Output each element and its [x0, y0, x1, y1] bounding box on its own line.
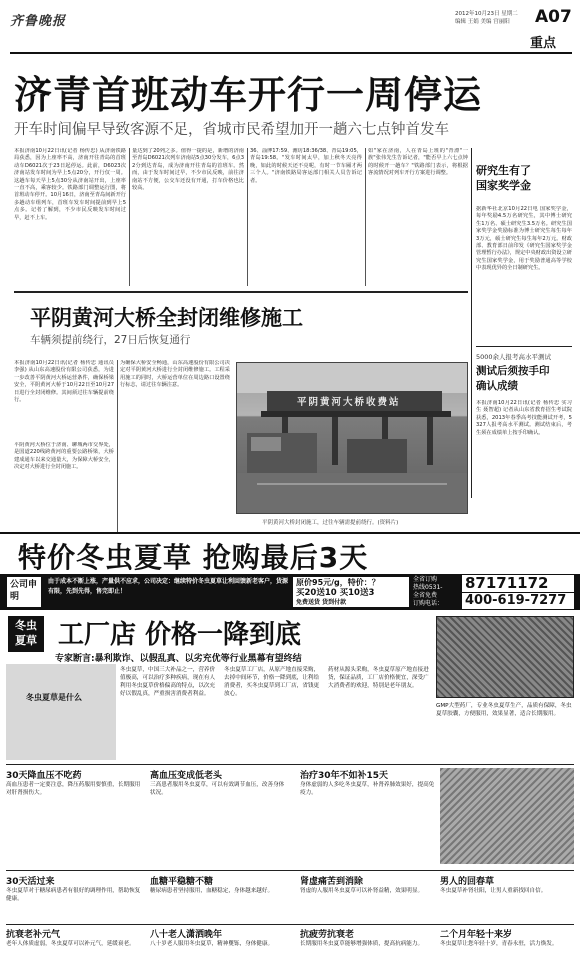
hotline-labels [413, 576, 463, 608]
sidebar-story2-headline-line1: 测试后须按手印 [476, 365, 550, 377]
company-statement-label: 公司申明 [10, 580, 38, 602]
ad-mid-section-3 [300, 768, 436, 868]
date-line: 2012年10月23日 星期二 [455, 11, 518, 17]
ad-bottom-left-box [6, 664, 116, 760]
ad-bottom-badge-text: 冬虫夏草 [15, 619, 37, 647]
ad-top-statement-text: 由于成本不断上涨，产量供不应求，公司决定：继续特价冬虫夏草让利回馈新老客户，货源有限，先到先得，售完即止！ [48, 578, 288, 595]
toll-station-sign: 平阴黄河大桥收费站 [297, 397, 401, 408]
ad-bottom-rule [6, 924, 574, 925]
sidebar-story2-headline [476, 364, 572, 394]
toll-station-photo [236, 362, 468, 514]
story-separator [14, 291, 468, 293]
ad-bottom-section-body: 长期服用冬虫夏草能够增强体质，提高抗病能力。 [300, 941, 424, 947]
hotline-phone-1: 87171172 [462, 575, 574, 592]
ad-top-headline: 特价冬虫夏草 抢购最后3天 [18, 541, 369, 574]
second-story-col1: 本报济南10月22日讯(记者 杨传忠 通讯员 李强) 从山东高速股份有限公司获悉，为进一步改善平阴黄河大桥运营条件，确保桥梁安全，平阴黄河大桥于10月22日至10月27日进行全封闭维修。其间须过往车辆提前绕行。 [14, 360, 114, 404]
ad-mid-section-title: 高血压变成低老头 [150, 771, 223, 781]
ad-bottom-section-body: 冬虫夏草让您年轻十岁，青春永驻，活力焕发。 [440, 941, 558, 947]
ad-bottom-section-2 [150, 927, 288, 973]
ad-mid-section-4 [6, 874, 144, 922]
masthead-rule [10, 52, 572, 54]
ad-bottom-col1: 冬虫夏草，中国三大补品之一，营养价值极高，可以治疗多种疾病，现在有人利用冬虫夏草价格偏高的特点，以次充好以假乱真，严重损害消费者利益。 [120, 667, 216, 697]
company-statement-stamp [6, 576, 42, 608]
editor-line: 编辑 王娟 美编 宫丽阳 [455, 19, 510, 25]
ad-bottom-section-1 [6, 927, 144, 973]
ad-mid-section-title: 30天活过来 [6, 877, 55, 887]
ad-top-offer-price: 原价95元/g，特价：？ [296, 578, 380, 587]
ad-bottom [0, 612, 580, 975]
sidebar-story2-kicker: 5000余人报考高水平测试 [476, 353, 552, 361]
ad-mid-section-5 [150, 874, 288, 922]
sidebar-story1-headline-line2: 国家奖学金 [476, 179, 531, 192]
ad-mid-section-body: 冬虫夏草补肾壮阳，让男人重新找回自信。 [440, 888, 547, 894]
ad-mid-section-7 [440, 874, 574, 922]
lead-story-col2: 量达到了20列之多。值得一提的是，新增的济南至青岛D6021次列车济南站5点30分发车，6点32分到达青岛，成为济南开往青岛的首班车。然而，由于发车时间过早，不少市民反映，前往济南站不方便，公交车还没有开通，打车价格也比较高。 [132, 148, 244, 192]
ad-top-offer-delivery: 免费送货 货到付款 [296, 599, 347, 606]
ad-mid-section-title: 30天降血压不吃药 [6, 771, 82, 781]
second-story-col3: 为确保大桥安全畅通，山东高速股份有限公司决定对平阴黄河大桥进行全封闭维修施工。工程采用施工的同时，大桥运营单位在周边路口设置绕行标志，请过往车辆注意。 [120, 360, 230, 389]
column-divider [365, 148, 366, 286]
column-divider [117, 360, 118, 532]
ad-mid-section-title: 肾虚痛苦到消除 [300, 877, 364, 887]
ad-mid-section-title: 血糖平稳糖不糖 [150, 877, 214, 887]
lead-subhead: 开车时间偏早导致客源不足，省城市民希望加开一趟六七点钟首发车 [14, 122, 449, 138]
ad-mid-section-body: 冬虫夏草对于糖尿病患者有很好的调理作用，帮助恢复健康。 [6, 888, 141, 902]
column-divider [129, 148, 130, 286]
ad-mid-section-body: 三高患者服用冬虫夏草，可以有效调节血压，改善身体状况。 [150, 782, 285, 796]
ad-mid-section-2 [150, 768, 288, 868]
ad-mid-section-body: 糖尿病患者坚持服用，血糖稳定，身体越来越好。 [150, 888, 274, 894]
paper-name: 齐鲁晚报 [10, 14, 67, 29]
ad-bottom-section-title: 抗衰老补元气 [6, 930, 61, 940]
second-story-subhead: 车辆须提前绕行，27日后恢复通行 [30, 334, 191, 346]
ad-top-offer-deal: 买20送10 买10送3 [296, 588, 375, 598]
ad-bottom-left-hint: 冬虫夏草是什么 [26, 693, 82, 702]
ad-mid-photo [440, 768, 574, 864]
lead-story-col3: 36、淄博17:59、潍坊18:36/38、青岛19:05，青岛19:58。"发车时间太早，加上秋冬天亮得晚，如此的时候天还不亮呢，有时一节车厢才两三个人。"济南铁路局客运部门相关人员告诉记者。 [250, 148, 362, 184]
ad-bottom-col4: GMP大型药厂，专业冬虫夏草生产，品质有保障，冬虫夏草胶囊，方便服用，效果显著，适合长期服用。 [436, 703, 572, 717]
ad-bottom-headline: 工厂店 价格一降到底 [58, 620, 302, 650]
sidebar-story2-body: 本报济南10月22日讯(记者 杨传忠 实习生 聂智超) 记者从山东省教育招生考试院获悉，2013年春季高考技能测试开考，5327人报考高水平测试。测试结束后，考生须在成绩单上按手印确认。 [476, 400, 572, 436]
ad-mid-section-body: 高血压患者一定要注意，降压药服用要慎重，长期服用对肝肾损伤大。 [6, 782, 141, 796]
ad-bottom-rule [6, 764, 574, 765]
hotline-phone-2: 400-619-7277 [462, 593, 574, 609]
hotline-label-3: 全省免费 [413, 592, 438, 599]
toll-station-illustration [237, 363, 468, 514]
ad-bottom-col2: 冬虫夏草工厂店，从原产地直接采购，去掉中间环节，价格一降到底，让利给消费者，买冬虫夏草到工厂店，省钱更放心。 [224, 667, 320, 697]
ad-mid-section-body: 身体虚弱的人多吃冬虫夏草，补肾养肺效果好，提高免疫力。 [300, 782, 435, 796]
ad-bottom-section-title: 抗疲劳抗衰老 [300, 930, 355, 940]
sidebar-story1-headline [476, 163, 572, 193]
lead-story-col1: 本报济南10月22日讯(记者 杨传忠) 从济南铁路局获悉，因为上座率不高，济南开往青岛的首班动车D6021次于23日起停运。此前，D6023次济南站发车时间为早上5点20分，开行仅一周。这趟车每天早上5点30分从济南站开出，上座率一直不高，乘客较少。铁路部门调整运行图，将首班动车停开。10月16日，济南至青岛间新开行多趟动车组列车，首班车发车时间提前到早上5点多。记者了解到，不少市民反映发车时间过早，赶不上车。 [14, 148, 126, 221]
hotline-label-2: 热线0531- [413, 584, 443, 591]
hotline-label-4: 订购电话： [413, 600, 444, 607]
ad-bottom-section-4 [440, 927, 574, 973]
ad-mid-section-title: 治疗30年不如补15天 [300, 771, 389, 781]
ad-bottom-section-title: 二个月年轻十来岁 [440, 930, 513, 940]
ad-bottom-badge [8, 616, 44, 652]
lead-story-col4: 如"家在济南，人在青岛上班的"青漂"一族"张伟先生告诉记者，"能否早上六七点钟的时候开一趟车？"铁路部门表示，将根据客流情况对列车开行方案进行调整。 [368, 148, 468, 177]
sidebar-divider [471, 148, 472, 498]
hotline-label-1: 全省订购 [413, 576, 438, 583]
sidebar-story1-body: 据新华社北京10月22日电 国家奖学金，每年奖励4.5万名研究生，其中博士研究生1万名、硕士研究生3.5万名。研究生国家奖学金奖励标准为博士研究生每生每年3万元，硕士研究生每生每年2万元。财政部、教育部日前印发《研究生国家奖学金管理暂行办法》，规定中央财政出资设立研究生国家奖学金，用于奖励普通高等学校中表现优异的全日制研究生。 [476, 206, 572, 272]
ad-bottom-section-title: 八十老人潇洒晚年 [150, 930, 223, 940]
photo-caption: 平阴黄河大桥封闭施工，过往车辆需提前绕行。(资料片) [262, 520, 399, 526]
ad-bottom-section-body: 八十岁老人服用冬虫夏草，精神矍铄，身体健康。 [150, 941, 274, 947]
ad-bottom-col3: 药材从源头采购，冬虫夏草原产地直接进货，保证品质，工厂店价格便宜，深受广大消费者的欢迎，特别是老年朋友。 [328, 667, 429, 689]
ad-bottom-section-body: 老年人体质虚弱，冬虫夏草可以补元气，延缓衰老。 [6, 941, 135, 947]
column-divider [247, 148, 248, 286]
ad-top-banner [0, 534, 580, 574]
masthead [0, 0, 580, 56]
ad-mid-section-title: 男人的回春草 [440, 877, 495, 887]
ad-mid-section-6 [300, 874, 436, 922]
ad-bottom-section-3 [300, 927, 436, 973]
ad-mid-section-body: 肾虚的人服用冬虫夏草可以补肾益精，效果明显。 [300, 888, 424, 894]
sidebar-story1-headline-line1: 研究生有了 [476, 164, 531, 177]
sidebar-story2-headline-line2: 确认成绩 [476, 380, 518, 392]
product-photo [436, 616, 574, 698]
second-story-headline: 平阴黄河大桥全封闭维修施工 [30, 306, 303, 330]
ad-top-offer-box [292, 576, 410, 608]
second-story-col2: 平阴黄河大桥位于济南、聊城两市交界处，是国道220线跨黄河的重要公路桥梁，大桥建成通车以来交通量大，为保障大桥安全，决定对大桥进行全封闭施工。 [14, 442, 114, 471]
ad-mid-section-1 [6, 768, 144, 868]
ad-bottom-rule [6, 870, 574, 871]
lead-headline: 济青首班动车开行一周停运 [14, 73, 483, 117]
sidebar-rule [476, 346, 572, 347]
ad-bottom-subhead: 专家断言:暴利欺诈、以假乱真、以劣充优等行业黑幕有望终结 [55, 654, 302, 664]
section-label: 重点 [530, 36, 557, 51]
page-number: A07 [535, 7, 572, 27]
